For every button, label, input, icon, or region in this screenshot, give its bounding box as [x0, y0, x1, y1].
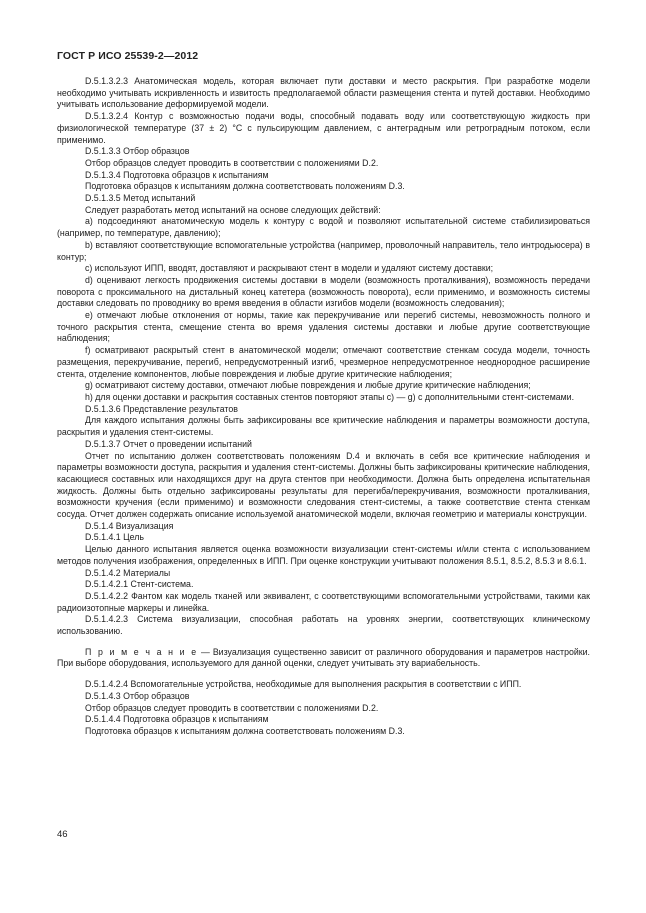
paragraph: D.5.1.4.2.1 Стент-система.: [85, 579, 194, 590]
paragraph: D.5.1.4.1 Цель: [85, 532, 144, 543]
paragraph: D.5.1.4 Визуализация: [85, 520, 174, 531]
paragraph: Для каждого испытания должны быть зафиксированы все критические наблюдения и параметры возможности доступа, раскрытия и удаления стент-системы.: [57, 415, 590, 438]
paragraph: Подготовка образцов к испытаниям должна соответствовать положениям D.3.: [85, 725, 405, 736]
paragraph: D.5.1.4.2 Материалы: [85, 567, 171, 578]
paragraph: D.5.1.4.4 Подготовка образцов к испытаниям: [85, 714, 269, 725]
paragraph: D.5.1.4.2.4 Вспомогательные устройства, необходимые для выполнения раскрытия в соответствии с ИПП.: [85, 679, 522, 690]
paragraph: а) подсоединяют анатомическую модель к контуру с водой и позволяют испытательной системе стабилизироваться (например, по температуре, давлению);: [57, 216, 590, 239]
paragraph: f) осматривают раскрытый стент в анатомической модели; отмечают соответствие стенкам сосуда модели, точность размещения, перекручивание, перегиб, непредусмотренный изгиб, чрезмерное непредусмотренное неоднородное расширение стента, отделение компонентов, любые повреждения и любые другие критические наблюдения;: [57, 345, 590, 379]
paragraph: Целью данного испытания является оценка возможности визуализации стент-системы и/или стента с использованием методов получения изображения, определенных в ИПП. При оценке конструкции учитывают положения 8.5.1, 8.5.2, 8.5.3 и 8.6.1.: [57, 544, 590, 566]
paragraph: D.5.1.3.6 Представление результатов: [85, 403, 238, 414]
paragraph: D.5.1.3.3 Отбор образцов: [85, 146, 190, 157]
note-label: П р и м е ч а н и е: [85, 646, 198, 657]
document-header: ГОСТ Р ИСО 25539-2—2012: [57, 50, 199, 62]
paragraph: е) отмечают любые отклонения от нормы, такие как перекручивание или перегиб системы, невозможность полного и точного раскрытия стента, смещение стента во время удаления системы доставки и любые другие соответствующие наблюдения;: [57, 310, 590, 344]
paragraph: D.5.1.4.2.2 Фантом как модель тканей или эквивалент, с соответствующими вспомогательными устройствами, такими как радиоизотопные маркеры и линейка.: [57, 590, 590, 613]
paragraph: D.5.1.3.5 Метод испытаний: [85, 193, 196, 204]
paragraph: b) вставляют соответствующие вспомогательные устройства (например, проволочный направитель, тело интродьюсера) в контур;: [57, 239, 590, 262]
paragraph: h) для оценки доставки и раскрытия составных стентов повторяют этапы с) — g) с дополнительными стент-системами.: [85, 391, 575, 402]
paragraph: D.5.1.4.2.3 Система визуализации, способная работать на уровнях энергии, соответствующих клиническому использованию.: [57, 614, 590, 637]
paragraph-list-after: [57, 679, 590, 738]
paragraph: Отчет по испытанию должен соответствовать положениям D.4 и включать в себя все критические наблюдения и параметры возможности доступа, раскрытия и удаления стент-системы. Должны быть зафиксированы критические наблюдения, касающиеся составных или находящихся друг на друга стентов при необходимости. Должна быть определена испытательная жидкость. Должны быть отдельно зафиксированы результаты для перегиба/перекручивания, возможности проталкивания, возможности кручения (если применимо) и возможности следования стент-системы, а также соответствие стента стенкам сосуда. Отчет должен содержать описание используемой анатомической модели, включая геометрию и материалы конструкции.: [57, 450, 590, 520]
paragraph: D.5.1.3.7 Отчет о проведении испытаний: [85, 438, 252, 449]
paragraph: D.5.1.4.3 Отбор образцов: [85, 690, 190, 701]
paragraph: g) осматривают систему доставки, отмечают любые повреждения и любые другие критические наблюдения;: [85, 380, 531, 391]
paragraph: D.5.1.3.2.4 Контур с возможностью подачи воды, способный подавать воду или соответствующую жидкость при физиологической температуре (37 ± 2) °С с пульсирующим давлением, с антеградным или ретроградным потоком, если применимо.: [57, 111, 590, 145]
paragraph-list: [57, 76, 590, 638]
note-paragraph: [57, 647, 590, 670]
paragraph: Следует разработать метод испытаний на основе следующих действий:: [85, 204, 381, 215]
note-text: — Визуализация существенно зависит от различного оборудования и параметров настройки. При выборе оборудования, используемого для данной оценки, следует учитывать эту вариабельность.: [57, 646, 590, 669]
paragraph: D.5.1.3.2.3 Анатомическая модель, которая включает пути доставки и место раскрытия. При разработке модели необходимо учитывать искривленность и извитость предполагаемой области размещения стента и путей доставки. Необходимо учитывать использование деформируемой модели.: [57, 76, 590, 110]
paragraph: Подготовка образцов к испытаниям должна соответствовать положениям D.3.: [85, 181, 405, 192]
paragraph: Отбор образцов следует проводить в соответствии с положениями D.2.: [85, 702, 379, 713]
page-number: 46: [57, 829, 68, 840]
paragraph: d) оценивают легкость продвижения системы доставки в модели (возможность проталкивания), возможность передачи поворота с проксимального на дистальный конец катетера (возможность поворота), если применимо, и возможность системы доставки следовать по проводнику во время введения в области изгибов модели (возможность следования);: [57, 274, 590, 309]
document-body: [57, 76, 590, 738]
paragraph: Отбор образцов следует проводить в соответствии с положениями D.2.: [85, 157, 379, 168]
paragraph: с) используют ИПП, вводят, доставляют и раскрывают стент в модели и удаляют систему доставки;: [85, 263, 494, 274]
paragraph: D.5.1.3.4 Подготовка образцов к испытаниям: [85, 169, 269, 180]
